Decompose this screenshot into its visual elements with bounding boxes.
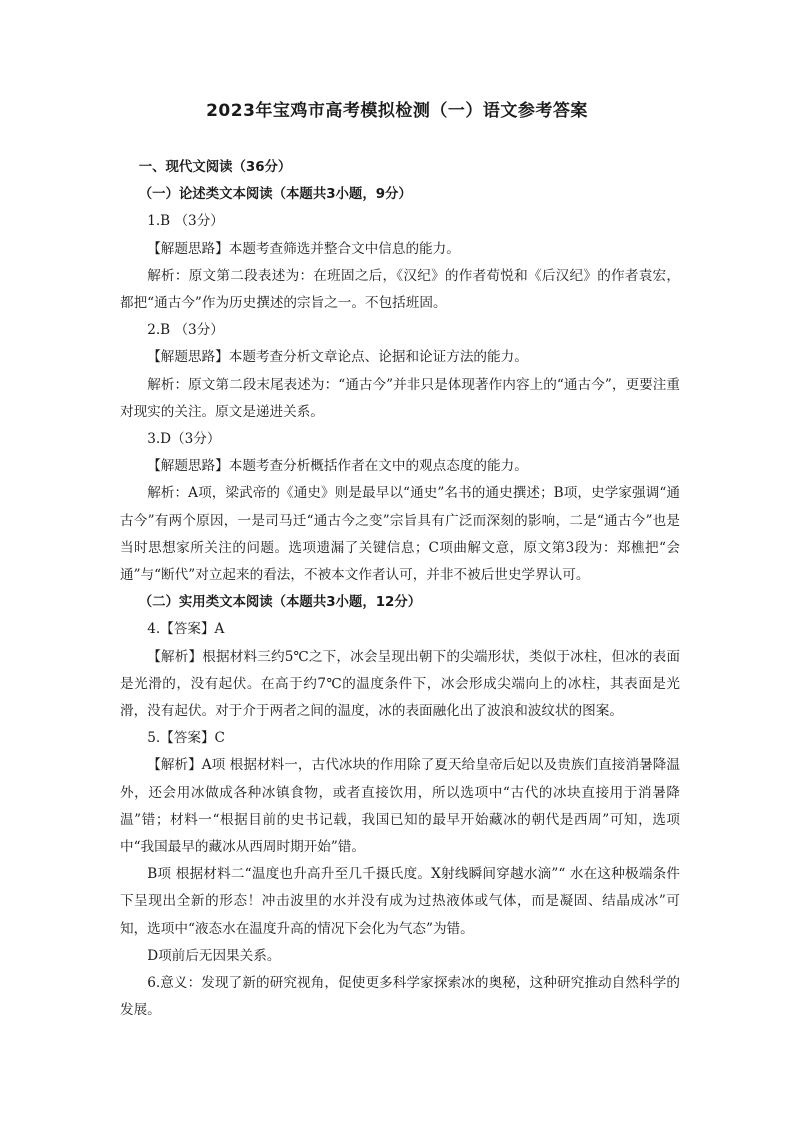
q3-idea: 【解题思路】本题考查分析概括作者在文中的观点态度的能力。 [147,458,528,475]
subsection-heading-practical: （二）实用类文本阅读（本题共3小题，12分） [138,595,422,611]
q4-answer: 4.【答案】A [147,621,225,638]
q2-answer: 2.B （3分） [147,322,224,339]
q5-analysis-option-d: D项前后无因果关系。 [147,947,281,964]
section-heading-modern-reading: 一、现代文阅读（36分） [138,160,292,175]
q2-idea: 【解题思路】本题考查分析文章论点、论据和论证方法的能力。 [147,349,528,366]
q5-analysis-option-a: 【解析】A项 根据材料一，古代冰块的作用除了夏天给皇帝后妃以及贵族们直接消暑降温外，还会用冰做成各种冰镇食物，或者直接饮用，所以选项中“古代的冰块直接用于消暑降温”错；材料一“根据目前的史书记载，我国已知的最早开始藏冰的朝代是西周”可知，选项中“我国最早的藏冰从西周时期开始”错。 [120,757,680,856]
subsection-heading-argumentative: （一）论述类文本阅读（本题共3小题，9分） [138,187,412,203]
q5-answer: 5.【答案】C [147,730,225,747]
q1-idea: 【解题思路】本题考查筛选并整合文中信息的能力。 [147,240,460,257]
q6-answer: 6.意义：发现了新的研究视角，促使更多科学家探索冰的奥秘，这种研究推动自然科学的发展。 [120,975,680,1019]
page-title: 2023年宝鸡市高考模拟检测（一）语文参考答案 [206,101,588,121]
q3-analysis: 解析：A项，梁武帝的《通史》则是最早以“通史”名书的通史撰述；B项，史学家强调“通古今”有两个原因，一是司马迁“通古今之变”宗旨具有广泛而深刻的影响，二是“通古今”也是当时思想家所关注的问题。选项遗漏了关键信息；C项曲解文意，原文第3段为：郑樵把“会通”与“断代”对立起来的看法，不被本文作者认可，并非不被后世史学界认可。 [120,485,680,584]
q5-analysis-option-b: B项 根据材料二“温度也升高升至几千摄氏度。X射线瞬间穿越水滴”“ 水在这种极端条件下呈现出全新的形态！冲击波里的水并没有成为过热液体或气体，而是凝固、结晶成冰”可知，选项中“液态水在温度升高的情况下会化为气态”为错。 [120,866,680,937]
answer-content [120,154,680,1025]
q1-analysis: 解析：原文第二段表述为：在班固之后，《汉纪》的作者荀悦和《后汉纪》的作者袁宏，都把“通古今”作为历史撰述的宗旨之一。不包括班固。 [120,267,680,312]
q2-analysis: 解析：原文第二段末尾表述为：“通古今”并非只是体现著作内容上的“通古今”，更要注重对现实的关注。原文是递进关系。 [120,376,680,420]
q1-answer: 1.B （3分） [147,213,224,230]
q3-answer: 3.D（3分） [147,431,221,448]
q4-analysis: 【解析】根据材料三约5℃之下，冰会呈现出朝下的尖端形状，类似于冰柱，但冰的表面是光滑的，没有起伏。在高于约7℃的温度条件下，冰会形成尖端向上的冰柱，其表面是光滑，没有起伏。对于介于两者之间的温度，冰的表面融化出了波浪和波纹状的图案。 [120,648,680,720]
